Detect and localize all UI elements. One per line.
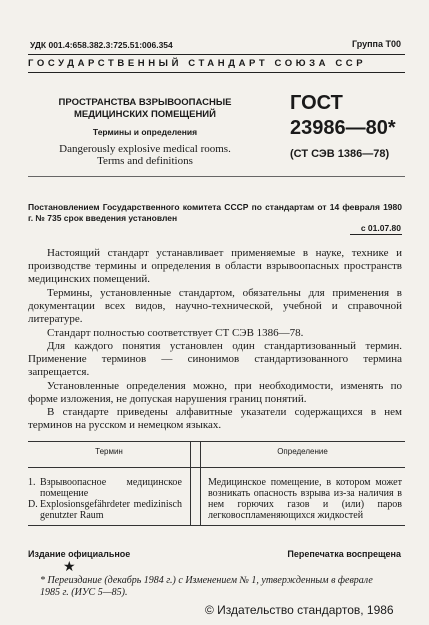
gost-label: ГОСТ [290, 92, 343, 114]
title-subtitle: Термины и определения [92, 127, 198, 137]
title-main [40, 97, 250, 121]
title-english [40, 143, 250, 167]
body-paragraph-2: Термины, установленные стандартом, обязательны для применения в документации всех видов, научно-технической, учебной и справочной литературе. [28, 287, 402, 326]
cmea-reference: (СТ СЭВ 1386—78) [290, 148, 390, 160]
reprint-prohibited-label: Перепечатка воспрещена [287, 549, 401, 559]
title-main-line1: ПРОСТРАНСТВА ВЗРЫВООПАСНЫЕ [58, 97, 232, 108]
table-term-russian: Взрывоопасное медицинское помещение [40, 477, 182, 499]
effective-date: с 01.07.80 [360, 223, 401, 233]
title-english-line2: Terms and definitions [97, 155, 193, 167]
body-paragraph-5: Установленные определения можно, при необходимости, изменять по форме изложения, не допуская нарушения границ понятий. [28, 380, 402, 406]
header-rule-top [28, 54, 405, 55]
body-paragraph-6: В стандарте приведены алфавитные указатели содержащихся в нем терминов на русском и немецком языках. [28, 406, 402, 432]
group-code: Группа Т00 [351, 39, 401, 49]
body-paragraph-3: Стандарт полностью соответствует СТ СЭВ 1386—78. [47, 327, 304, 339]
title-main-line2: МЕДИЦИНСКИХ ПОМЕЩЕНИЙ [74, 109, 216, 120]
table-header-term: Термин [95, 447, 123, 456]
table-rule-top [28, 441, 405, 442]
reissue-note: * Переиздание (декабрь 1984 г.) с Изменением № 1, утвержденным в феврале 1985 г. (ИУС 5—85). [40, 575, 373, 598]
table-divider-right [200, 441, 201, 525]
effective-date-underline [350, 234, 402, 235]
table-term-german-prefix: D. [28, 499, 38, 510]
star-icon: ★ [63, 560, 76, 575]
table-divider-left [190, 441, 191, 525]
title-block [40, 97, 250, 167]
body-paragraph-1: Настоящий стандарт устанавливает применяемые в науке, технике и производстве термины и определения в области взрывоопасных пространств медицинских помещений. [28, 247, 402, 286]
table-header-definition: Определение [277, 447, 328, 456]
gost-number: 23986—80* [290, 117, 396, 139]
section-rule [28, 176, 405, 177]
header-rule-bottom [28, 72, 405, 73]
table-rule-bottom [28, 525, 405, 526]
standard-title: ГОСУДАРСТВЕННЫЙ СТАНДАРТ СОЮЗА ССР [28, 58, 367, 69]
decree-text: Постановлением Государственного комитета СССР по стандартам от 14 февраля 1980 г. № 735 срок введения установлен [28, 202, 402, 223]
table-term-german: Explosionsgefährdeter medizinisch genutzter Raum [40, 499, 182, 521]
copyright-notice: © Издательство стандартов, 1986 [205, 603, 394, 617]
table-row-number: 1. [28, 477, 36, 488]
table-definition: Медицинское помещение, в котором может возникать опасность взрыва из-за наличия в нем горючих газов и (или) паров легковоспламеняющихся жидкостей [208, 477, 402, 521]
official-edition-label: Издание официальное [28, 549, 131, 559]
body-paragraph-4: Для каждого понятия установлен один стандартизованный термин. Применение терминов — синонимов стандартизованного термина запрещается. [28, 340, 402, 379]
title-english-line1: Dangerously explosive medical rooms. [59, 143, 231, 155]
udc-code: УДК 001.4:658.382.3:725.51:006.354 [30, 40, 173, 50]
table-header-rule [28, 467, 405, 468]
